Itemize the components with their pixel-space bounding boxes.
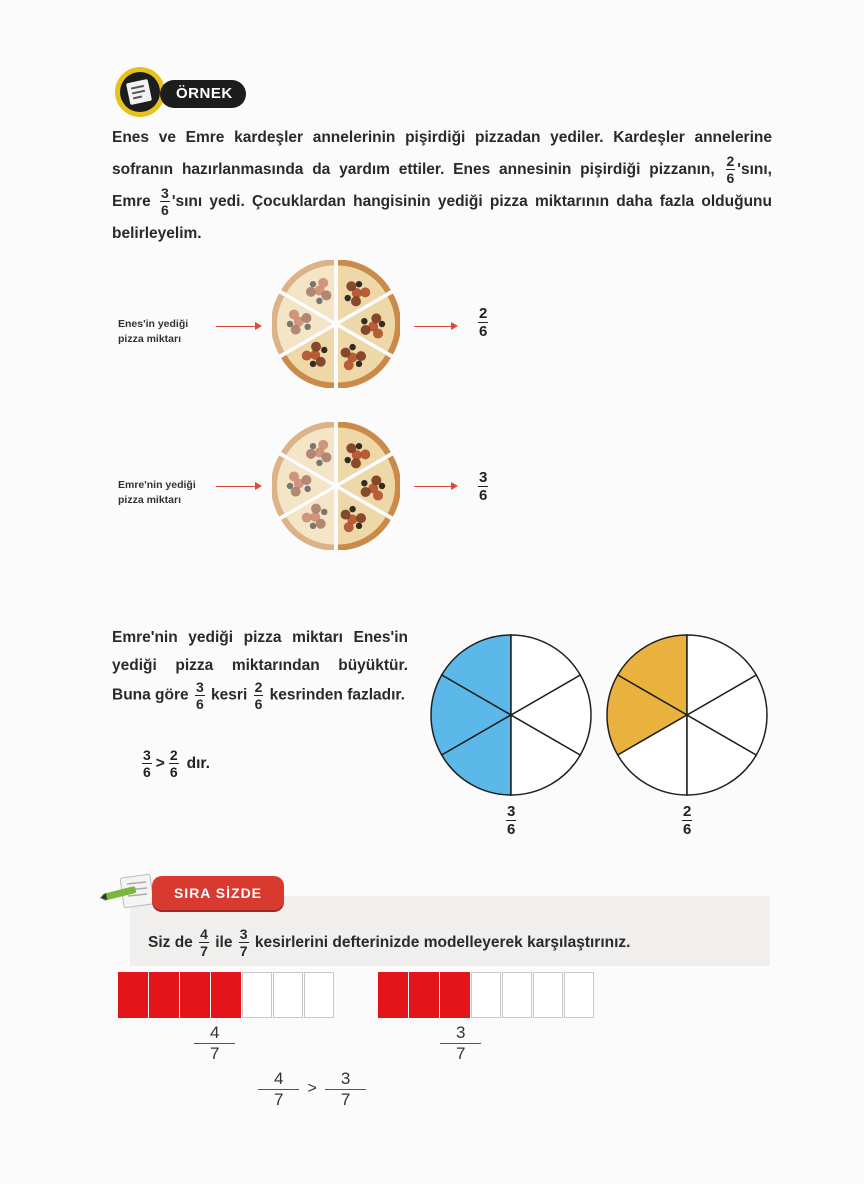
arrow-head <box>255 482 262 490</box>
bar-fraction-4-7: $\frac{4}{7}$ <box>194 1024 235 1062</box>
bar-cell-empty <box>242 972 272 1018</box>
pizza-label-enes: Enes'in yediği pizza miktarı <box>118 318 189 345</box>
pizza-label-emre: Emre'nin yediği pizza miktarı <box>118 479 196 506</box>
circle-fraction-3-6: $\frac{3}{6}$ <box>507 803 516 838</box>
bar-model-4-7 <box>118 972 335 1018</box>
bar-cell-empty <box>502 972 532 1018</box>
fraction-3-6: $\frac{3}{6}$ <box>161 185 169 219</box>
arrow-head <box>451 482 458 490</box>
bar-model-3-7 <box>378 972 595 1018</box>
circle-fraction-2-6: $\frac{2}{6}$ <box>683 803 692 838</box>
bar-cell-empty <box>471 972 501 1018</box>
fraction-3-6: $\frac{3}{6}$ <box>195 679 204 712</box>
pizza-image-enes <box>272 260 400 388</box>
arrow-line <box>414 326 452 327</box>
fraction-3-7: $\frac{3}{7}$ <box>239 926 248 960</box>
arrow-line <box>414 486 452 487</box>
circle-model-2-6 <box>604 632 770 798</box>
bar-cell-filled <box>211 972 241 1018</box>
fraction-2-6: $\frac{2}{6}$ <box>254 679 263 712</box>
comparison-text: Emre'nin yediği pizza miktarı Enes'in yediği pizza miktarından büyüktür. Buna göre $\frac{3}{6}$ kesri $\frac{2}{6}$ kesrinden fazladır. <box>112 629 408 712</box>
para-text-2: 'sını, Emre <box>112 161 772 210</box>
arrow-head <box>255 322 262 330</box>
bar-cell-empty <box>273 972 303 1018</box>
ornek-icon <box>114 66 166 118</box>
sira-inequality: $\frac{4}{7}$ > $\frac{3}{7}$ <box>256 1070 368 1108</box>
arrow-line <box>216 326 256 327</box>
bar-cell-filled <box>409 972 439 1018</box>
arrow-line <box>216 486 256 487</box>
fraction-4-7: $\frac{4}{7}$ <box>200 926 208 960</box>
bar-cell-filled <box>149 972 179 1018</box>
pizza-fraction-emre: $\frac{3}{6}$ <box>479 469 488 504</box>
para-text-1: Enes ve Emre kardeşler annelerinin pişirdiği pizzadan yediler. Kardeşler annelerine sofranın hazırlanmasında da yardım ettiler. Enes annesinin pişirdiği pizzanın, <box>112 129 772 178</box>
bar-cell-empty <box>564 972 594 1018</box>
bar-cell-empty <box>304 972 334 1018</box>
ornek-paragraph <box>112 122 772 250</box>
bar-fraction-3-7: $\frac{3}{7}$ <box>440 1024 481 1062</box>
ornek-badge <box>160 80 246 108</box>
pencil-paper-icon <box>100 872 160 912</box>
arrow-head <box>451 322 458 330</box>
bar-cell-filled <box>440 972 470 1018</box>
bar-cell-empty <box>533 972 563 1018</box>
bar-cell-filled <box>118 972 148 1018</box>
circle-model-3-6 <box>428 632 594 798</box>
fraction-2-6: $\frac{2}{6}$ <box>726 153 735 187</box>
pizza-fraction-enes: $\frac{2}{6}$ <box>479 305 488 340</box>
bar-cell-filled <box>180 972 210 1018</box>
bar-cell-filled <box>378 972 408 1018</box>
comparison-inequality: $\frac{3}{6}$ > $\frac{2}{6}$ dır. <box>143 747 210 780</box>
sira-text: Siz de $\frac{4}{7}$ ile $\frac{3}{7}$ kesirlerini defterinizde modelleyerek karşılaştırınız. <box>148 926 631 960</box>
para-text-3: 'sını yedi. Çocuklardan hangisinin yediği pizza miktarının daha fazla olduğunu belirleyelim. <box>112 193 772 242</box>
ornek-title: ÖRNEK <box>176 85 233 102</box>
pizza-image-emre <box>272 422 400 550</box>
sira-sizde-badge <box>152 876 284 910</box>
sira-sizde-title: SIRA SİZDE <box>173 885 263 901</box>
